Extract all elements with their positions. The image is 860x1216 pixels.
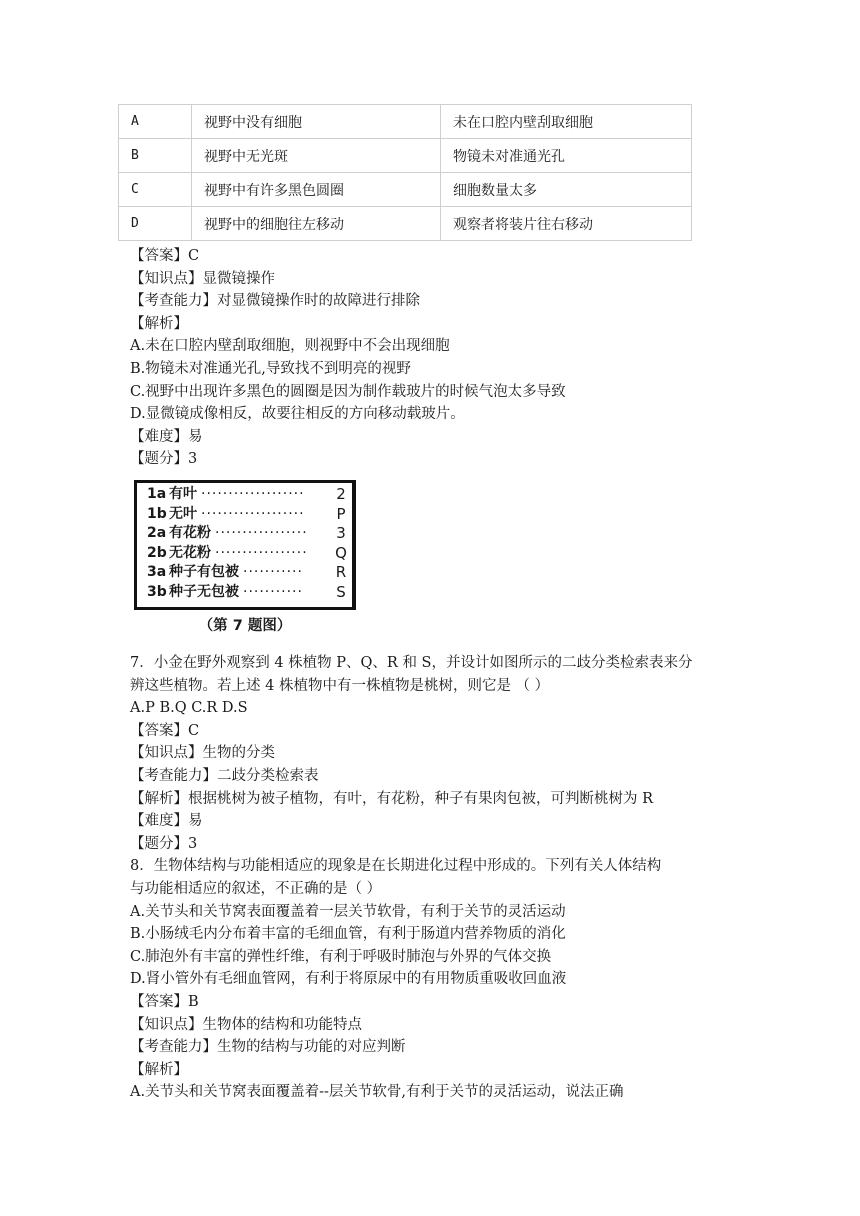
text-line: A.关节头和关节窝表面覆盖着--层关节软骨,有利于关节的灵活运动，说法正确	[130, 1084, 624, 1101]
key-code: 1b	[147, 505, 167, 522]
questions-7-8-text	[130, 652, 770, 1104]
key-result: 3	[336, 524, 346, 542]
text-line: 【难度】易	[130, 813, 203, 830]
key-label: 有花粉	[169, 525, 211, 541]
text-line: 【答案】C	[130, 722, 200, 739]
table-row	[119, 173, 692, 207]
dichotomous-key-figure	[134, 480, 364, 635]
text-line: 【解析】根据桃树为被子植物，有叶，有花粉，种子有果肉包被，可判断桃树为 R	[130, 790, 654, 807]
text-line: C.肺泡外有丰富的弹性纤维，有利于呼吸时肺泡与外界的气体交换	[130, 948, 552, 965]
key-dots: ·················	[215, 544, 308, 561]
text-line: 与功能相适应的叙述，不正确的是（ ）	[130, 880, 382, 897]
text-line: A.关节头和关节窝表面覆盖着一层关节软骨，有利于关节的灵活运动	[130, 903, 566, 920]
phenomenon-cell: 视野中无光斑	[192, 139, 441, 173]
key-result: S	[336, 582, 346, 601]
table-row	[119, 139, 692, 173]
key-result: P	[336, 504, 346, 523]
text-line: 【知识点】生物的分类	[130, 745, 275, 762]
text-line: 【知识点】显微镜操作	[130, 270, 275, 287]
text-line: 【考查能力】二歧分类检索表	[130, 767, 319, 784]
cause-cell: 物镜未对准通光孔	[441, 139, 692, 173]
key-dots: ···················	[201, 505, 305, 522]
key-result: Q	[335, 543, 347, 562]
key-row	[147, 485, 352, 505]
text-line: 7．小金在野外观察到 4 株植物 P、Q、R 和 S，并设计如图所示的二歧分类检索表来分	[130, 655, 693, 671]
key-label: 有叶	[169, 486, 197, 502]
key-row	[147, 563, 352, 583]
text-line: A.P B.Q C.R D.S	[130, 700, 248, 717]
text-line: 【题分】3	[130, 451, 198, 468]
key-code: 3b	[147, 583, 167, 600]
phenomenon-cell: 视野中没有细胞	[192, 105, 441, 139]
key-label: 无花粉	[169, 544, 211, 561]
key-result: R	[335, 563, 347, 581]
key-dots: ···········	[243, 583, 303, 600]
text-line: 辨这些植物。若上述 4 株植物中有一株植物是桃树，则它是 （ ）	[130, 677, 550, 694]
option-letter-cell: B	[119, 139, 192, 173]
table-row	[119, 207, 692, 241]
options-table	[118, 104, 692, 241]
key-row	[147, 544, 352, 564]
key-code: 2b	[147, 544, 167, 561]
phenomenon-cell: 视野中的细胞往左移动	[192, 207, 441, 241]
option-letter-cell: C	[119, 173, 192, 207]
text-line: 【答案】C	[130, 248, 200, 264]
cause-cell: 观察者将装片往右移动	[441, 207, 692, 241]
key-label: 种子有包被	[169, 564, 239, 580]
key-row	[147, 524, 352, 544]
key-dots: ···········	[243, 564, 303, 580]
cause-cell: 未在口腔内壁刮取细胞	[441, 105, 692, 139]
text-line: 【难度】易	[130, 428, 203, 445]
text-line: 【知识点】生物体的结构和功能特点	[130, 1016, 362, 1033]
text-line: 【考查能力】生物的结构与功能的对应判断	[130, 1039, 406, 1056]
text-line: 【解析】	[130, 315, 188, 332]
key-code: 2a	[147, 525, 167, 541]
key-result: 2	[336, 485, 346, 503]
key-dots: ·················	[215, 525, 308, 541]
key-code: 1a	[147, 486, 167, 502]
option-letter-cell: A	[119, 105, 192, 139]
text-line: A.未在口腔内壁刮取细胞，则视野中不会出现细胞	[130, 338, 450, 355]
text-line: 【答案】B	[130, 993, 199, 1010]
key-dots: ···················	[201, 486, 305, 502]
text-line: 8．生物体结构与功能相适应的现象是在长期进化过程中形成的。下列有关人体结构	[130, 858, 662, 875]
cause-cell: 细胞数量太多	[441, 173, 692, 207]
text-line: D.肾小管外有毛细血管网，有利于将原尿中的有用物质重吸收回血液	[130, 971, 567, 988]
text-line: D.显微镜成像相反，故要往相反的方向移动载玻片。	[130, 406, 465, 423]
text-line: 【题分】3	[130, 835, 198, 852]
dichotomous-key-box	[134, 480, 356, 610]
key-row	[147, 583, 352, 603]
text-line: B.小肠绒毛内分布着丰富的毛细血管，有利于肠道内营养物质的消化	[130, 926, 566, 943]
table-row	[119, 105, 692, 139]
text-line: 【解析】	[130, 1061, 188, 1078]
key-label: 种子无包被	[169, 583, 239, 600]
key-label: 无叶	[169, 505, 197, 522]
text-line: C.视野中出现许多黑色的圆圈是因为制作载玻片的时候气泡太多导致	[130, 383, 566, 400]
option-letter-cell: D	[119, 207, 192, 241]
text-line: B.物镜未对准通光孔,导致找不到明亮的视野	[130, 360, 411, 377]
question-6-analysis	[130, 245, 770, 471]
text-line: 【考查能力】对显微镜操作时的故障进行排除	[130, 293, 420, 310]
figure-caption: （第 7 题图）	[198, 618, 292, 634]
key-code: 3a	[147, 564, 167, 580]
key-row	[147, 505, 352, 525]
phenomenon-cell: 视野中有许多黑色圆圈	[192, 173, 441, 207]
